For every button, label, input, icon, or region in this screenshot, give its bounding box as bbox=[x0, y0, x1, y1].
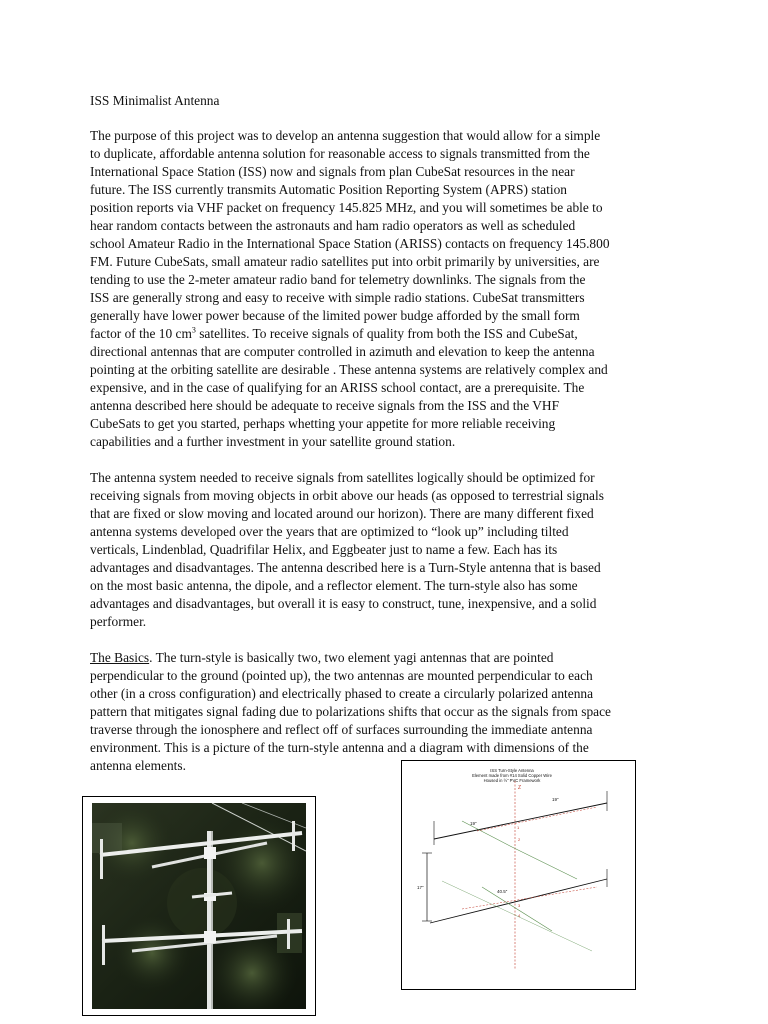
diagram-element bbox=[512, 847, 577, 879]
diagram-element bbox=[477, 807, 597, 831]
diagram-label-2: 2 bbox=[518, 837, 521, 842]
superscript: 3 bbox=[191, 325, 196, 335]
text-line: performer. bbox=[90, 614, 147, 629]
text-line: to duplicate, affordable antenna solution for reasonable access to signals transmitted from the bbox=[90, 146, 590, 161]
paragraph-intro bbox=[90, 127, 710, 451]
text-line bbox=[90, 649, 710, 667]
diagram-dimension-vertical: 17” bbox=[417, 885, 424, 890]
diagram-label-1: 1 bbox=[517, 825, 520, 830]
text-line: future. The ISS currently transmits Automatic Position Reporting System (APRS) station bbox=[90, 182, 567, 197]
diagram-title-line: Element made from #14 Solid Copper Wire bbox=[472, 773, 552, 778]
text-line: The purpose of this project was to develop an antenna suggestion that would allow for a simple bbox=[90, 128, 601, 143]
section-heading-basics: The Basics bbox=[90, 650, 150, 665]
text-line: that are fixed or slow moving and located around our horizon). There are many different fixed bbox=[90, 506, 594, 521]
text-line: capabilities and a further investment in your satellite ground station. bbox=[90, 434, 456, 449]
paragraph-basics bbox=[90, 649, 710, 775]
text-line: perpendicular to the ground (pointed up), the two antennas are mounted perpendicular to each bbox=[90, 668, 593, 683]
diagram-upper-dimension-line bbox=[434, 803, 607, 839]
diagram-element bbox=[462, 821, 512, 847]
text-segment: factor of the 10 cm bbox=[90, 326, 192, 341]
document-page bbox=[90, 92, 710, 793]
text-line: receiving signals from moving objects in orbit above our heads (as opposed to terrestrial signals bbox=[90, 488, 604, 503]
text-line: traverse through the ionosphere and reflect off of surfaces surrounding the immediate antenna bbox=[90, 722, 593, 737]
diagram-title-line: Housed in ½” PVC Framework bbox=[483, 778, 541, 783]
text-line: advantages and disadvantages. The antenna described here is a Turn-Style antenna that is based bbox=[90, 560, 601, 575]
diagram-dimension-bottom: 40.5” bbox=[497, 889, 508, 894]
text-line: advantages and disadvantages, but overall it is easy to construct, tune, inexpensive, and a solid bbox=[90, 596, 597, 611]
text-line: position reports via VHF packet on frequency 145.825 MHz, and you will sometimes be able to bbox=[90, 200, 603, 215]
diagram-dimension-top-left: 19” bbox=[470, 821, 477, 826]
antenna-photo bbox=[92, 803, 306, 1009]
text-line-with-superscript bbox=[90, 325, 710, 343]
text-line: antenna elements. bbox=[90, 758, 186, 773]
paragraph-antenna-system bbox=[90, 469, 710, 631]
text-line: International Space Station (ISS) now and signals from plan CubeSat resources in the near bbox=[90, 164, 575, 179]
text-line: The antenna system needed to receive signals from satellites logically should be optimized for bbox=[90, 470, 595, 485]
text-line: school Amateur Radio in the International Space Station (ARISS) contacts on frequency 145.800 bbox=[90, 236, 610, 251]
text-line: pointing at the orbiting satellite are desirable . These antenna systems are relatively complex and bbox=[90, 362, 608, 377]
diagram-dimension-top-right: 19” bbox=[552, 797, 559, 802]
text-line: verticals, Lindenblad, Quadrifilar Helix, and Eggbeater just to name a few. Each has its bbox=[90, 542, 558, 557]
diagram-label-3: 3 bbox=[518, 903, 521, 908]
text-line: environment. This is a picture of the turn-style antenna and a diagram with dimensions of the bbox=[90, 740, 589, 755]
antenna-photo-frame bbox=[82, 796, 316, 1016]
text-line: antenna described here should be adequate to receive signals from the ISS and the VHF bbox=[90, 398, 560, 413]
text-line: directional antennas that are computer controlled in azimuth and elevation to keep the antenna bbox=[90, 344, 595, 359]
diagram-element bbox=[462, 887, 597, 909]
text-line: CubeSats to get you started, perhaps whetting your appetite for more reliable receiving bbox=[90, 416, 556, 431]
text-line: ISS are generally strong and easy to receive with simple radio stations. CubeSat transmitters bbox=[90, 290, 585, 305]
text-line: antenna systems developed over the years that are optimized to “look up” including tilted bbox=[90, 524, 569, 539]
text-segment: satellites. To receive signals of quality from both the ISS and CubeSat, bbox=[195, 326, 578, 341]
diagram-title-line: ISS Turn-Style Antenna bbox=[490, 768, 534, 773]
text-line: pattern that mitigates signal fading due to polarizations shifts that occur as the signals from space bbox=[90, 704, 611, 719]
document-title: ISS Minimalist Antenna bbox=[90, 93, 220, 108]
text-line: tending to use the 2-meter amateur radio band for telemetry downlinks. The signals from the bbox=[90, 272, 586, 287]
text-line: on the most basic antenna, the dipole, and a reflector element. The turn-style also has some bbox=[90, 578, 578, 593]
text-segment: . The turn-style is basically two, two element yagi antennas that are pointed bbox=[149, 650, 554, 665]
text-line: other (in a cross configuration) and electrically phased to create a circularly polarized antenna bbox=[90, 686, 594, 701]
antenna-dimension-diagram bbox=[402, 761, 635, 989]
diagram-z-label: Z bbox=[518, 785, 522, 791]
text-line: generally have lower power because of the limited power budge afforded by the small form bbox=[90, 308, 580, 323]
text-line: expensive, and in the case of qualifying for an ARISS school contact, are a prerequisite. The bbox=[90, 380, 585, 395]
diagram-element bbox=[482, 887, 552, 931]
antenna-diagram-frame bbox=[401, 760, 636, 990]
diagram-label-4: 4 bbox=[518, 913, 521, 918]
text-line: hear random contacts between the astronauts and ham radio operators as well as scheduled bbox=[90, 218, 576, 233]
text-line: FM. Future CubeSats, small amateur radio satellites put into orbit primarily by universities, are bbox=[90, 254, 600, 269]
